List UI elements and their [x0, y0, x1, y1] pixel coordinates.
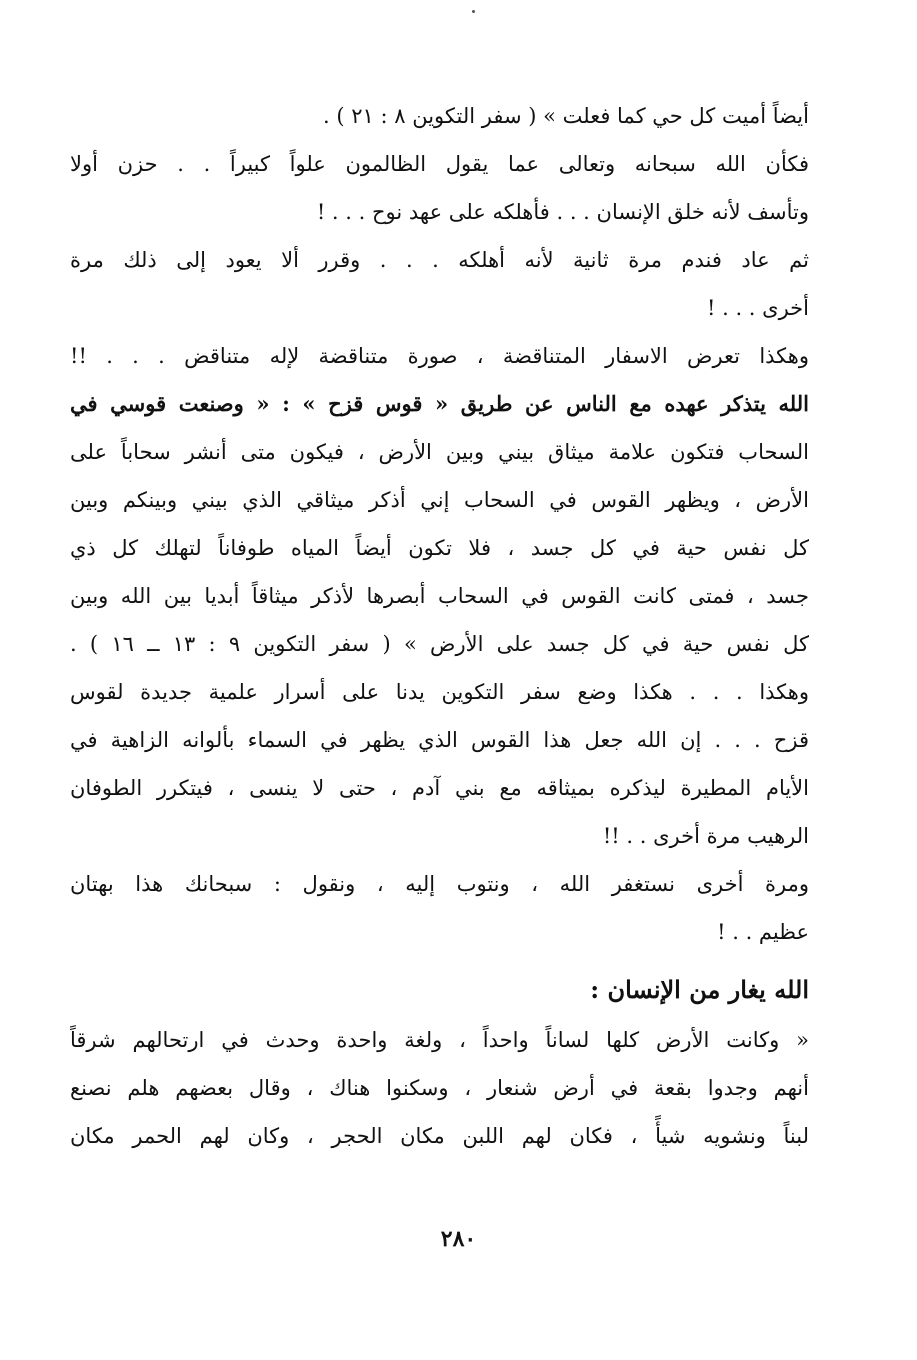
text-line: وهكذا تعرض الاسفار المتناقضة ، صورة متناقضة لإله متناقض . . . !! — [70, 344, 809, 368]
text-line: أنهم وجدوا بقعة في أرض شنعار ، وسكنوا هناك ، وقال بعضهم هلم نصنع — [70, 1076, 809, 1100]
body-text — [70, 92, 809, 1160]
subheading-line: الله يتذكر عهده مع الناس عن طريق « قوس قزح » : « وصنعت قوسي في — [70, 391, 809, 416]
text-line: ومرة أخرى نستغفر الله ، ونتوب إليه ، ونقول : سبحانك هذا بهتان — [70, 872, 809, 896]
text-line: جسد ، فمتى كانت القوس في السحاب أبصرها لأذكر ميثاقاً أبديا بين الله وبين — [70, 584, 809, 608]
text-line: كل نفس حية في كل جسد ، فلا تكون أيضاً المياه طوفاناً لتهلك كل ذي — [70, 536, 809, 560]
text-line: أخرى . . . ! — [706, 296, 809, 320]
page-number: ٢٨٠ — [440, 1226, 477, 1252]
text-line: وهكذا . . . هكذا وضع سفر التكوين يدنا على أسرار علمية جديدة لقوس — [70, 680, 809, 704]
text-line: الأرض ، ويظهر القوس في السحاب إني أذكر ميثاقي الذي بيني وبينكم وبين — [70, 488, 809, 512]
text-line: السحاب فتكون علامة ميثاق بيني وبين الأرض ، فيكون متى أنشر سحاباً على — [70, 440, 809, 464]
text-line: « وكانت الأرض كلها لساناً واحداً ، ولغة واحدة وحدث في ارتحالهم شرقاً — [70, 1028, 809, 1052]
text-line: أيضاً أميت كل حي كما فعلت » ( سفر التكوين ٨ : ٢١ ) . — [323, 104, 809, 128]
text-line: كل نفس حية في كل جسد على الأرض » ( سفر التكوين ٩ : ١٣ ــ ١٦ ) . — [70, 632, 809, 656]
text-line: وتأسف لأنه خلق الإنسان . . . فأهلكه على عهد نوح . . . ! — [316, 200, 809, 224]
text-line: قزح . . . إن الله جعل هذا القوس الذي يظهر في السماء بألوانه الزاهية في — [70, 728, 809, 752]
text-line: لبناً ونشويه شيأً ، فكان لهم اللبن مكان الحجر ، وكان لهم الحمر مكان — [70, 1124, 809, 1148]
text-line: فكأن الله سبحانه وتعالى عما يقول الظالمون علواً كبيراً . . حزن أولا — [70, 152, 809, 176]
scan-speck — [472, 10, 475, 13]
text-line: ثم عاد فندم مرة ثانية لأنه أهلكه . . . وقرر ألا يعود إلى ذلك مرة — [70, 248, 809, 272]
text-line: عظيم . . ! — [717, 920, 809, 944]
text-line: الرهيب مرة أخرى . . !! — [602, 824, 809, 848]
text-line: الأيام المطيرة ليذكره بميثاقه مع بني آدم ، حتى لا ينسى ، فيتكرر الطوفان — [70, 776, 809, 800]
section-heading: الله يغار من الإنسان : — [590, 975, 809, 1004]
